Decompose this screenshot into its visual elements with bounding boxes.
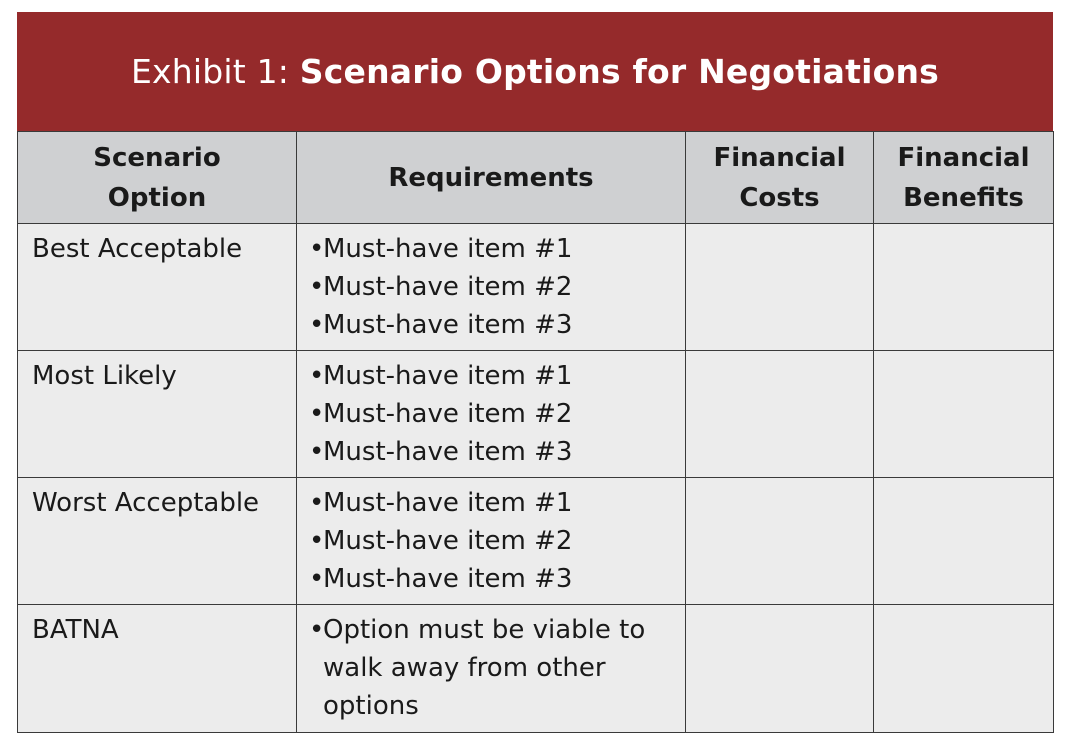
- requirements-list: [309, 357, 673, 471]
- requirement-item: [309, 611, 673, 725]
- requirement-item: [309, 395, 673, 433]
- financial-costs-cell: [686, 478, 874, 605]
- requirement-text: Must-have item #1: [323, 361, 573, 391]
- requirement-item: [309, 560, 673, 598]
- financial-benefits-cell: [874, 605, 1054, 733]
- requirement-item: [309, 433, 673, 471]
- financial-benefits-cell: [874, 351, 1054, 478]
- requirement-item: [309, 268, 673, 306]
- scenario-option-cell: Most Likely: [18, 351, 297, 478]
- header-scenario-option: [18, 132, 297, 224]
- requirement-text: Must-have item #1: [323, 488, 573, 518]
- requirement-text: Must-have item #2: [323, 526, 573, 556]
- header-line: Financial: [897, 142, 1030, 173]
- header-financial-costs: [686, 132, 874, 224]
- requirements-list: [309, 611, 673, 725]
- table-row: [18, 224, 1054, 351]
- requirement-text: Option must be viable to walk away from other options: [323, 615, 646, 721]
- header-line: Costs: [739, 182, 820, 213]
- requirements-cell: [297, 478, 686, 605]
- requirement-text: Must-have item #2: [323, 272, 573, 302]
- exhibit: [17, 12, 1053, 732]
- table-row: [18, 351, 1054, 478]
- financial-costs-cell: [686, 605, 874, 733]
- header-line: Option: [107, 182, 207, 213]
- exhibit-title-prefix: Exhibit 1:: [130, 52, 290, 91]
- header-line: Financial: [713, 142, 846, 173]
- bullet-icon: •: [309, 615, 325, 645]
- bullet-icon: •: [309, 399, 325, 429]
- bullet-icon: •: [309, 437, 325, 467]
- requirements-list: [309, 484, 673, 598]
- exhibit-title-main: Scenario Options for Negotiations: [299, 52, 940, 91]
- bullet-icon: •: [309, 310, 325, 340]
- requirement-text: Must-have item #3: [323, 310, 573, 340]
- table-row: [18, 478, 1054, 605]
- financial-benefits-cell: [874, 224, 1054, 351]
- requirement-text: Must-have item #2: [323, 399, 573, 429]
- bullet-icon: •: [309, 361, 325, 391]
- requirements-list: [309, 230, 673, 344]
- requirement-item: [309, 522, 673, 560]
- requirement-item: [309, 357, 673, 395]
- header-requirements: [297, 132, 686, 224]
- bullet-icon: •: [309, 488, 325, 518]
- header-line: Scenario: [93, 142, 221, 173]
- requirements-cell: [297, 224, 686, 351]
- requirement-text: Must-have item #3: [323, 564, 573, 594]
- scenario-option-cell: BATNA: [18, 605, 297, 733]
- header-line: Benefits: [903, 182, 1024, 213]
- scenario-option-cell: Best Acceptable: [18, 224, 297, 351]
- requirement-item: [309, 230, 673, 268]
- header-line: Requirements: [388, 162, 594, 193]
- financial-benefits-cell: [874, 478, 1054, 605]
- bullet-icon: •: [309, 526, 325, 556]
- requirement-item: [309, 306, 673, 344]
- financial-costs-cell: [686, 351, 874, 478]
- header-row: [18, 132, 1054, 224]
- requirements-cell: [297, 605, 686, 733]
- scenario-options-table: [17, 131, 1054, 733]
- bullet-icon: •: [309, 234, 325, 264]
- requirement-text: Must-have item #3: [323, 437, 573, 467]
- requirement-item: [309, 484, 673, 522]
- scenario-option-cell: Worst Acceptable: [18, 478, 297, 605]
- requirements-cell: [297, 351, 686, 478]
- exhibit-title: [17, 12, 1053, 131]
- table-row: [18, 605, 1054, 733]
- header-financial-benefits: [874, 132, 1054, 224]
- bullet-icon: •: [309, 272, 325, 302]
- financial-costs-cell: [686, 224, 874, 351]
- bullet-icon: •: [309, 564, 325, 594]
- requirement-text: Must-have item #1: [323, 234, 573, 264]
